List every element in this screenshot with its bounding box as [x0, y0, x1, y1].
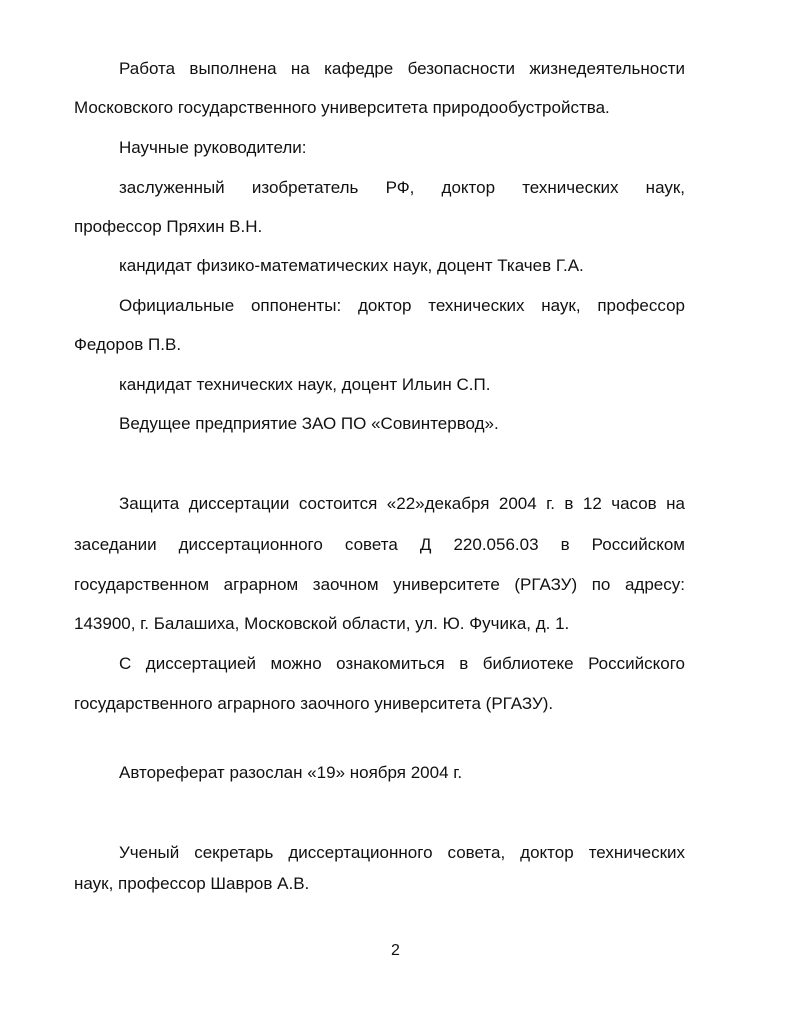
text-line: Автореферат разослан «19» ноября 2004 г.	[119, 763, 463, 782]
text-line: 143900, г. Балашиха, Московской области, ул. Ю. Фучика, д. 1.	[74, 614, 570, 633]
text-line: государственного аграрного заочного университета (РГАЗУ).	[74, 694, 554, 713]
text-line: Ведущее предприятие ЗАО ПО «Совинтервод».	[119, 414, 499, 433]
text-line: С диссертацией можно ознакомиться в библиотеке Российского	[119, 654, 685, 673]
text-line: Защита диссертации состоится «22»декабря 2004 г. в 12 часов на	[119, 494, 685, 513]
text-line: наук, профессор Шавров А.В.	[74, 874, 310, 893]
text-line: государственном аграрном заочном университете (РГАЗУ) по адресу:	[74, 575, 685, 594]
text-line: Официальные оппоненты: доктор технических наук, профессор	[119, 296, 685, 315]
text-line: Работа выполнена на кафедре безопасности жизнедеятельности	[119, 59, 685, 78]
text-line: Московского государственного университета природообустройства.	[74, 98, 610, 117]
text-line: кандидат физико-математических наук, доцент Ткачев Г.А.	[119, 256, 584, 275]
page-number: 2	[391, 942, 400, 959]
text-line: заслуженный изобретатель РФ, доктор технических наук,	[119, 178, 685, 197]
text-line: Федоров П.В.	[74, 335, 182, 354]
text-line: заседании диссертационного совета Д 220.056.03 в Российском	[74, 535, 685, 554]
text-line: кандидат технических наук, доцент Ильин С.П.	[119, 375, 491, 394]
text-line: профессор Пряхин В.Н.	[74, 217, 263, 236]
text-line: Научные руководители:	[119, 138, 307, 157]
text-line: Ученый секретарь диссертационного совета, доктор технических	[119, 843, 685, 862]
